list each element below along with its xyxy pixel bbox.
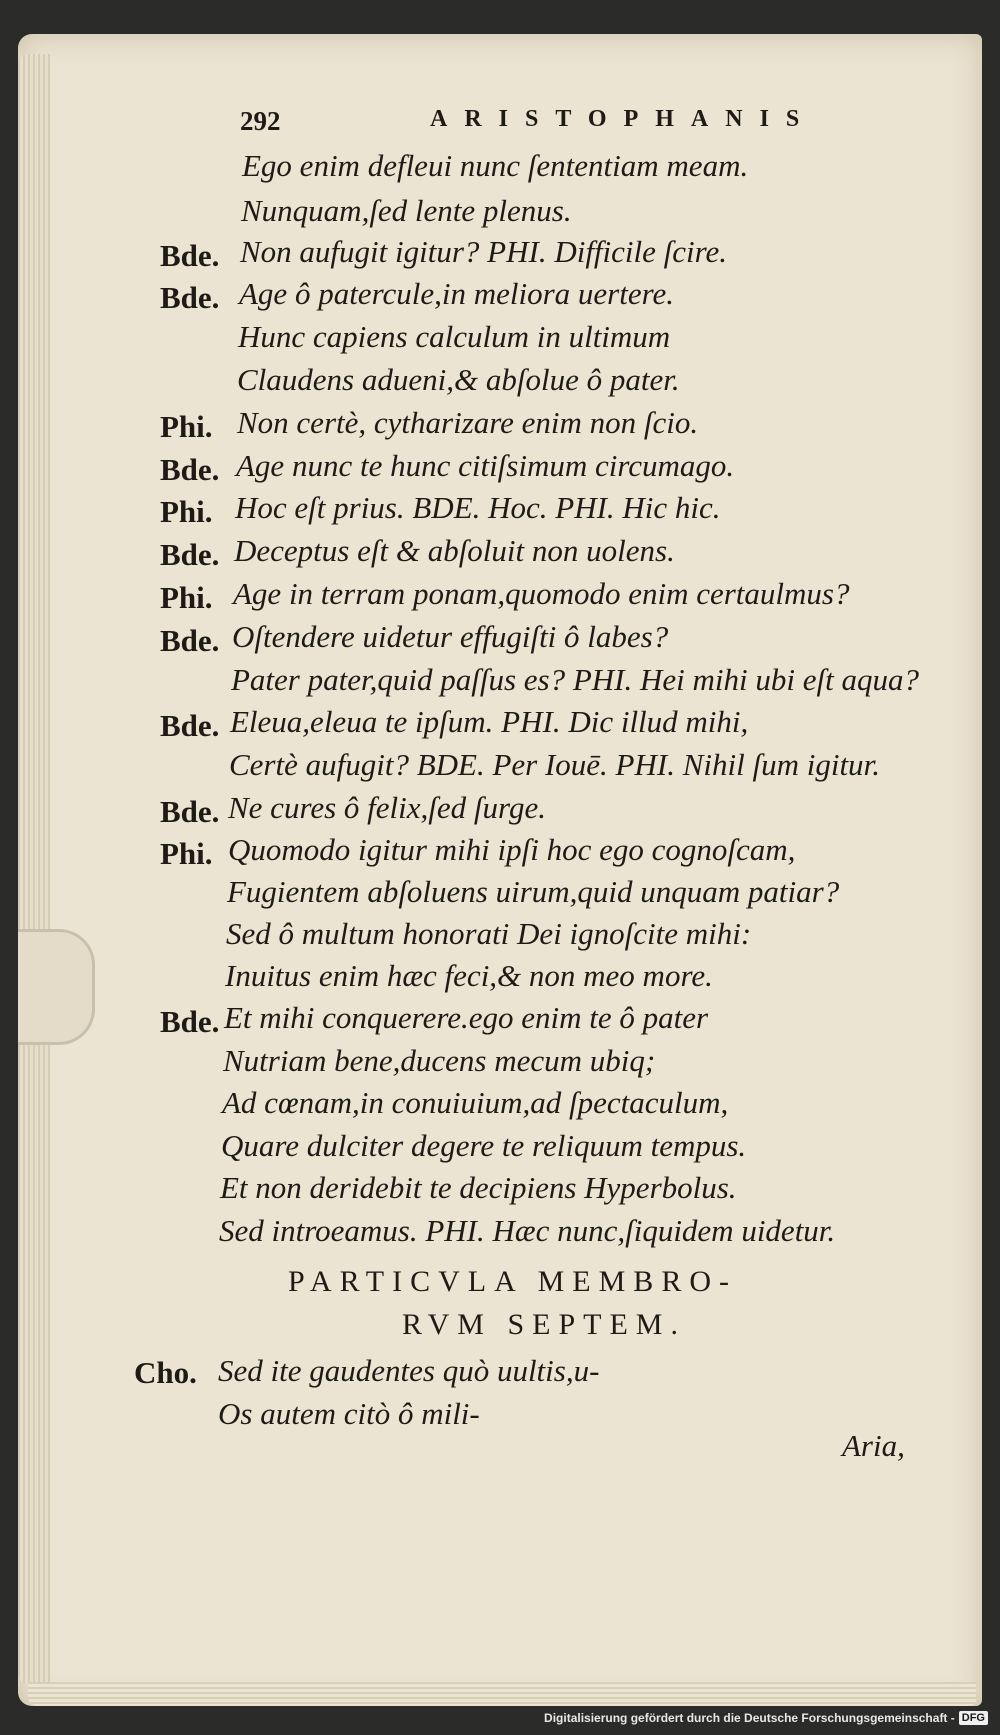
speaker-label: Bde. — [160, 280, 220, 315]
verse-line: Hunc capiens calculum in ultimum — [238, 319, 671, 354]
speaker-label: Phi. — [160, 836, 213, 871]
verse-line: Age nunc te hunc citiſsimum circumago. — [236, 448, 735, 483]
verse-line: Quomodo igitur mihi ipſi hoc ego cognoſcam, — [228, 832, 796, 867]
verse-line: Non certè, cytharizare enim non ſcio. — [237, 405, 699, 440]
chorus-line: Sed ite gaudentes quò uultis,u- — [218, 1353, 600, 1388]
verse-line: Certè aufugit? BDE. Per Iouē. PHI. Nihil ſum igitur. — [229, 747, 880, 782]
speaker-label: Bde. — [160, 794, 220, 829]
speaker-label: Bde. — [160, 708, 220, 743]
verse-line: Sed introeamus. PHI. Hæc nunc,ſiquidem uidetur. — [219, 1213, 836, 1248]
verse-line: Claudens adueni,& abſolue ô pater. — [237, 362, 680, 397]
verse-line: Et non deridebit te decipiens Hyperbolus. — [220, 1170, 737, 1205]
verse-line: Nutriam bene,ducens mecum ubiq; — [223, 1043, 656, 1078]
verse-line: Age ô patercule,in meliora uertere. — [239, 276, 675, 311]
page-clip — [18, 929, 95, 1045]
verse-line: Ne cures ô felix,ſed ſurge. — [228, 790, 546, 825]
page-edges — [18, 54, 50, 1684]
speaker-label: Bde. — [160, 623, 220, 658]
speaker-label: Bde. — [160, 238, 220, 273]
dfg-logo: DFG — [959, 1711, 988, 1725]
speaker-label: Bde. — [160, 452, 220, 487]
verse-line: Non aufugit igitur? PHI. Difficile ſcire. — [240, 234, 728, 269]
verse-line: Fugientem abſoluens uirum,quid unquam patiar? — [227, 874, 840, 909]
speaker-label: Bde. — [160, 1004, 220, 1039]
chorus-line: Os autem citò ô mili- — [218, 1396, 480, 1431]
running-title: ARISTOPHANIS — [430, 106, 817, 132]
speaker-label: Phi. — [160, 409, 213, 444]
verse-line: Quare dulciter degere te reliquum tempus. — [221, 1128, 747, 1163]
section-heading-line1: PARTICVLA MEMBRO- — [288, 1265, 737, 1298]
verse-line: Oſtendere uidetur effugiſti ô labes? — [232, 619, 669, 654]
footer-text: Digitalisierung gefördert durch die Deutsche Forschungsgemeinschaft - — [544, 1711, 955, 1725]
footer — [544, 1703, 988, 1733]
verse-line: Pater pater,quid paſſus es? PHI. Hei mihi ubi eſt aqua? — [231, 662, 919, 697]
speaker-label: Cho. — [134, 1355, 197, 1390]
verse-line: Nunquam,ſed lente plenus. — [241, 193, 572, 228]
section-heading-line2: RVM SEPTEM. — [402, 1308, 686, 1341]
verse-line: Age in terram ponam,quomodo enim certaulmus? — [233, 576, 850, 611]
verse-line: Et mihi conquerere.ego enim te ô pater — [224, 1000, 709, 1035]
verse-line: Eleua,eleua te ipſum. PHI. Dic illud mihi, — [230, 704, 749, 739]
verse-line: Deceptus eſt & abſoluit non uolens. — [234, 533, 675, 568]
verse-line: Hoc eſt prius. BDE. Hoc. PHI. Hic hic. — [235, 490, 721, 525]
verse-line: Ad cœnam,in conuiuium,ad ſpectaculum, — [222, 1085, 729, 1120]
page-number: 292 — [240, 106, 281, 136]
catchword: Aria, — [842, 1428, 905, 1463]
verse-line: Ego enim defleui nunc ſententiam meam. — [242, 148, 749, 183]
speaker-label: Phi. — [160, 580, 213, 615]
speaker-label: Bde. — [160, 537, 220, 572]
verse-line: Sed ô multum honorati Dei ignoſcite mihi: — [226, 916, 752, 951]
speaker-label: Phi. — [160, 494, 213, 529]
verse-line: Inuitus enim hæc feci,& non meo more. — [225, 958, 713, 993]
